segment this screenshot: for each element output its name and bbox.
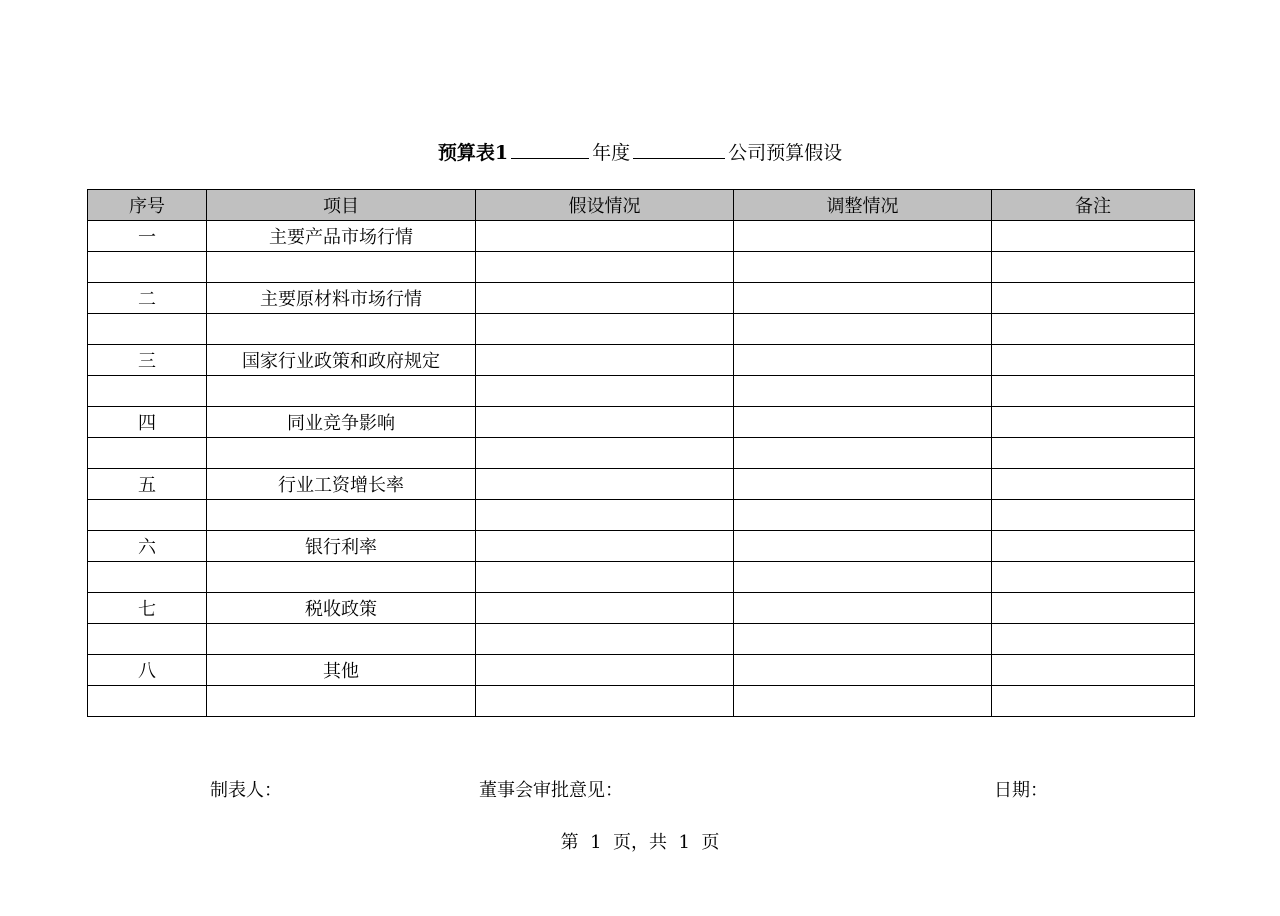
cell-serial-no: 五 [88, 469, 207, 500]
cell-item: 行业工资增长率 [207, 469, 476, 500]
cell-assumption [476, 686, 734, 717]
cell-assumption [476, 531, 734, 562]
cell-item [207, 562, 476, 593]
cell-assumption [476, 469, 734, 500]
cell-assumption [476, 438, 734, 469]
page-number: 第 1 页，共 1 页 [560, 832, 720, 853]
cell-item [207, 314, 476, 345]
cell-serial-no [88, 500, 207, 531]
table-row [88, 531, 1195, 562]
cell-adjustment [734, 314, 992, 345]
cell-assumption [476, 500, 734, 531]
cell-adjustment [734, 345, 992, 376]
cell-assumption [476, 624, 734, 655]
cell-remarks [992, 562, 1195, 593]
cell-assumption [476, 562, 734, 593]
board-opinion-label: 董事会审批意见： [479, 780, 623, 801]
cell-remarks [992, 593, 1195, 624]
cell-item [207, 686, 476, 717]
cell-item: 同业竞争影响 [207, 407, 476, 438]
cell-adjustment [734, 593, 992, 624]
cell-adjustment [734, 562, 992, 593]
table-body [88, 221, 1195, 717]
cell-item [207, 376, 476, 407]
table-row [88, 655, 1195, 686]
table-row [88, 345, 1195, 376]
table-row [88, 376, 1195, 407]
table-row [88, 407, 1195, 438]
table-row [88, 500, 1195, 531]
cell-assumption [476, 376, 734, 407]
cell-serial-no [88, 624, 207, 655]
table-header-row [88, 190, 1195, 221]
cell-item: 其他 [207, 655, 476, 686]
cell-adjustment [734, 531, 992, 562]
cell-item [207, 500, 476, 531]
cell-serial-no: 三 [88, 345, 207, 376]
cell-remarks [992, 407, 1195, 438]
cell-remarks [992, 221, 1195, 252]
cell-remarks [992, 500, 1195, 531]
header-adjustment: 调整情况 [734, 190, 992, 221]
cell-remarks [992, 469, 1195, 500]
cell-serial-no [88, 562, 207, 593]
cell-assumption [476, 283, 734, 314]
header-remarks: 备注 [992, 190, 1195, 221]
cell-assumption [476, 593, 734, 624]
cell-serial-no [88, 252, 207, 283]
cell-assumption [476, 407, 734, 438]
table-row [88, 593, 1195, 624]
title-suffix: 公司预算假设 [728, 142, 843, 164]
table-row [88, 314, 1195, 345]
cell-remarks [992, 376, 1195, 407]
cell-remarks [992, 252, 1195, 283]
cell-adjustment [734, 407, 992, 438]
cell-adjustment [734, 221, 992, 252]
cell-item [207, 624, 476, 655]
cell-item: 主要产品市场行情 [207, 221, 476, 252]
cell-adjustment [734, 624, 992, 655]
preparer-label: 制表人： [210, 780, 282, 801]
cell-adjustment [734, 376, 992, 407]
cell-remarks [992, 531, 1195, 562]
date-label: 日期： [994, 780, 1048, 801]
year-blank [511, 140, 589, 159]
cell-assumption [476, 655, 734, 686]
table-row [88, 283, 1195, 314]
cell-serial-no: 六 [88, 531, 207, 562]
cell-serial-no [88, 686, 207, 717]
cell-remarks [992, 283, 1195, 314]
company-blank [633, 140, 725, 159]
cell-assumption [476, 314, 734, 345]
table-row [88, 624, 1195, 655]
title-prefix: 预算表1 [437, 142, 509, 164]
cell-serial-no: 八 [88, 655, 207, 686]
cell-assumption [476, 221, 734, 252]
header-item: 项目 [207, 190, 476, 221]
table-row [88, 686, 1195, 717]
cell-remarks [992, 438, 1195, 469]
table-row [88, 469, 1195, 500]
cell-remarks [992, 624, 1195, 655]
header-assumption: 假设情况 [476, 190, 734, 221]
budget-assumption-table [87, 189, 1195, 717]
cell-item [207, 438, 476, 469]
cell-assumption [476, 252, 734, 283]
cell-adjustment [734, 686, 992, 717]
cell-adjustment [734, 655, 992, 686]
cell-item: 国家行业政策和政府规定 [207, 345, 476, 376]
header-serial-no: 序号 [88, 190, 207, 221]
page-title [0, 140, 1280, 166]
cell-adjustment [734, 252, 992, 283]
cell-remarks [992, 345, 1195, 376]
cell-item: 银行利率 [207, 531, 476, 562]
cell-remarks [992, 655, 1195, 686]
cell-serial-no: 一 [88, 221, 207, 252]
title-year-label: 年度 [592, 142, 631, 164]
cell-adjustment [734, 469, 992, 500]
cell-serial-no: 四 [88, 407, 207, 438]
cell-adjustment [734, 500, 992, 531]
cell-serial-no [88, 314, 207, 345]
table-row [88, 562, 1195, 593]
table-row [88, 221, 1195, 252]
cell-remarks [992, 314, 1195, 345]
table-row [88, 252, 1195, 283]
cell-serial-no: 二 [88, 283, 207, 314]
cell-serial-no [88, 438, 207, 469]
table-row [88, 438, 1195, 469]
cell-item: 主要原材料市场行情 [207, 283, 476, 314]
cell-item [207, 252, 476, 283]
cell-serial-no: 七 [88, 593, 207, 624]
cell-remarks [992, 686, 1195, 717]
cell-serial-no [88, 376, 207, 407]
cell-item: 税收政策 [207, 593, 476, 624]
cell-adjustment [734, 283, 992, 314]
cell-adjustment [734, 438, 992, 469]
cell-assumption [476, 345, 734, 376]
